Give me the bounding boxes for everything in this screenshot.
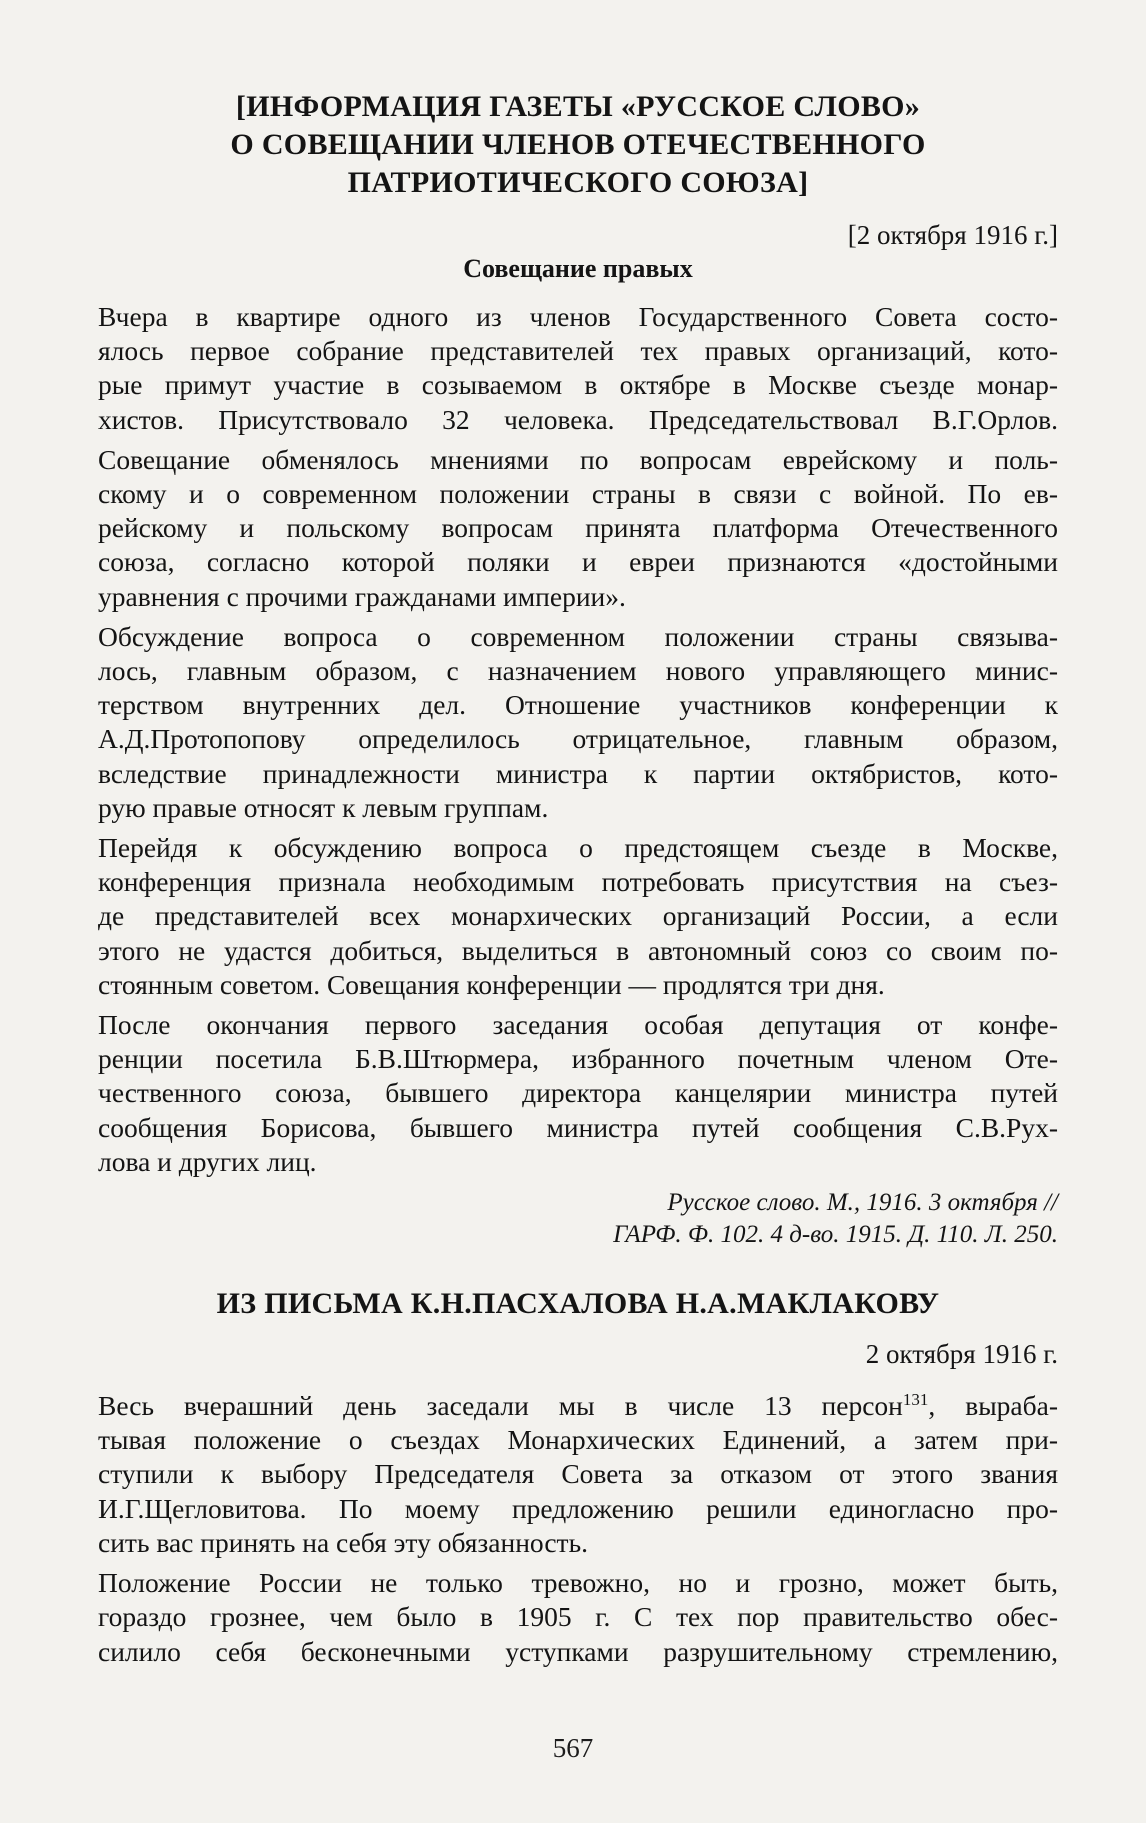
text-line: лова и других лиц. xyxy=(98,1145,317,1177)
text-line: ступили к выбору Председателя Совета за отказом от этого звания xyxy=(98,1458,1058,1490)
document-title xyxy=(98,88,1058,202)
text-line: хистов. Присутствовало 32 человека. Председательствовал В.Г.Орлов. xyxy=(98,403,1058,435)
text-line: союза, согласно которой поляки и евреи признаются «достойными xyxy=(98,546,1058,578)
text-line: чественного союза, бывшего директора канцелярии министра путей xyxy=(98,1077,1058,1109)
second-document-date: 2 октября 1916 г. xyxy=(865,1339,1058,1370)
text-line: Положение России не только тревожно, но и грозно, может быть, xyxy=(98,1567,1058,1599)
text-line: этого не удастся добиться, выделиться в автономный союз со своим по- xyxy=(98,934,1058,966)
paragraph xyxy=(98,831,1058,1002)
text-line: де представителей всех монархических организаций России, а если xyxy=(98,900,1058,932)
title-line: О СОВЕЩАНИИ ЧЛЕНОВ ОТЕЧЕСТВЕННОГО xyxy=(230,128,926,161)
page-number: 567 xyxy=(552,1733,594,1763)
text-line: скому и о современном положении страны в связи с войной. По ев- xyxy=(98,478,1058,510)
text-line: конференция признала необходимым потребовать присутствия на съез- xyxy=(98,866,1058,898)
text-line: Весь вчерашний день заседали мы в числе 13 персон$^{131}$, выраба- xyxy=(98,1389,1058,1422)
text-line: сообщения Борисова, бывшего министра путей сообщения С.В.Рух- xyxy=(98,1111,1058,1143)
text-line: ялось первое собрание представителей тех правых организаций, кото- xyxy=(98,335,1058,367)
text-line: гораздо грознее, чем было в 1905 г. С тех пор правительство обес- xyxy=(98,1601,1058,1633)
paragraph xyxy=(98,300,1058,437)
text-line: рые примут участие в созываемом в октябре в Москве съезде монар- xyxy=(98,369,1058,401)
section-subheading: Совещание правых xyxy=(463,254,693,283)
title-line: ПАТРИОТИЧЕСКОГО СОЮЗА] xyxy=(347,166,809,199)
text-line: рейскому и польскому вопросам принята платформа Отечественного xyxy=(98,512,1058,544)
text-line: сить вас принять на себя эту обязанность. xyxy=(98,1526,588,1558)
text-line: Совещание обменялось мнениями по вопросам еврейскому и поль- xyxy=(98,443,1058,475)
footnote-ref[interactable]: 131 xyxy=(902,1389,929,1409)
second-document-title: ИЗ ПИСЬМА К.Н.ПАСХАЛОВА Н.А.МАКЛАКОВУ xyxy=(216,1287,940,1321)
document-date: [2 октября 1916 г.] xyxy=(847,220,1058,250)
text-line: тывая положение о съездах Монархических Единений, а затем при- xyxy=(98,1424,1058,1456)
citation-line: Русское слово. М., 1916. 3 октября // xyxy=(667,1189,1058,1217)
title-line: [ИНФОРМАЦИЯ ГАЗЕТЫ «РУССКОЕ СЛОВО» xyxy=(235,90,921,123)
text-line: силило себя бесконечными уступками разрушительному стремлению, xyxy=(98,1635,1058,1667)
source-citation xyxy=(98,1187,1058,1251)
text-line: А.Д.Протопопову определилось отрицательное, главным образом, xyxy=(98,723,1058,755)
text-line: После окончания первого заседания особая депутация от конфе- xyxy=(98,1009,1058,1041)
text-line: терством внутренних дел. Отношение участников конференции к xyxy=(98,689,1058,721)
text-line: ренции посетила Б.В.Штюрмера, избранного почетным членом Оте- xyxy=(98,1043,1058,1075)
text-line: рую правые относят к левым группам. xyxy=(98,791,549,823)
text-line: вследствие принадлежности министра к партии октябристов, кото- xyxy=(98,757,1058,789)
text-line: лось, главным образом, с назначением нового управляющего минис- xyxy=(98,655,1058,687)
citation-line: ГАРФ. Ф. 102. 4 д-во. 1915. Д. 110. Л. 250. xyxy=(613,1221,1058,1249)
text-line: стоянным советом. Совещания конференции — продлятся три дня. xyxy=(98,968,885,1000)
text-line: уравнения с прочими гражданами империи». xyxy=(98,580,626,612)
paragraph xyxy=(98,443,1058,614)
text-line: Вчера в квартире одного из членов Государственного Совета состо- xyxy=(98,301,1058,332)
paragraph xyxy=(98,1389,1058,1560)
text-line: Обсуждение вопроса о современном положении страны связыва- xyxy=(98,620,1058,652)
text-line: Перейдя к обсуждению вопроса о предстоящем съезде в Москве, xyxy=(98,832,1058,864)
paragraph xyxy=(98,620,1058,825)
text-line: И.Г.Щегловитова. По моему предложению решили единогласно про- xyxy=(98,1492,1058,1524)
paragraph xyxy=(98,1566,1058,1669)
paragraph xyxy=(98,1008,1058,1179)
